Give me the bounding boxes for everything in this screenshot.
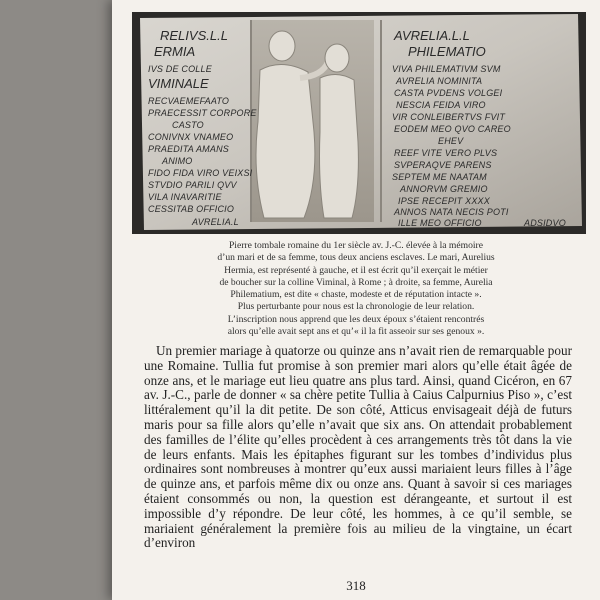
body-text [144, 344, 572, 551]
insc-right-line-7: REEF VITE VERO PLVS [394, 148, 498, 158]
insc-left-line-2: CASTO [172, 120, 204, 130]
insc-left-line-0: RECVAEMEFAATO [148, 96, 230, 106]
insc-right-line-13: ILLE MEO OFFICIO [398, 218, 482, 228]
insc-left-line-7: STVDIO PARILI QVV [148, 180, 237, 190]
caption-line: Plus perturbante pour nous est la chronologie de leur relation. [237, 301, 475, 313]
insc-left-line-5: ANIMO [162, 156, 193, 166]
insc-left-line-3: CONIVNX VNAMEO [148, 132, 234, 142]
caption-line: Pierre tombale romaine du 1er siècle av. J.-C. élevée à la mémoire [228, 240, 484, 251]
insc-right-line-4: VIR CONLEIBERTVS FVIT [392, 112, 506, 122]
tombstone-photo [132, 12, 586, 234]
caption-line: Hermia, est représenté à gauche, et il est écrit qu’il exerçait le métier [224, 264, 488, 276]
insc-left-line-8: VILA INAVARITIE [148, 192, 222, 202]
caption-line: d’un mari et de sa femme, tous deux anciens esclaves. Le mari, Aurelius [217, 252, 495, 264]
insc-left-line-4: PRAEDITA AMANS [148, 144, 229, 154]
insc-left-line-10: AVRELIA.L [192, 217, 239, 227]
insc-left-line-9: CESSITAB OFFICIO [148, 204, 235, 214]
insc-left-title-2: IVS DE COLLE [148, 64, 212, 74]
insc-right-line-12: ANNOS NATA NECIS POTI [394, 207, 509, 217]
insc-right-line-11: IPSE RECEPIT XXXX [398, 196, 490, 206]
insc-left-title-3: VIMINALE [148, 76, 209, 91]
caption-line: de boucher sur la colline Viminal, à Rome ; à droite, sa femme, Aurelia [219, 276, 493, 288]
insc-left-title-1: ERMIA [154, 44, 196, 59]
insc-right-title-1: PHILEMATIO [408, 44, 486, 59]
insc-right-line-3: NESCIA FEIDA VIRO [396, 100, 486, 110]
insc-right-line-6: EHEV [438, 136, 464, 146]
insc-right-line-2: CASTA PVDENS VOLGEI [394, 88, 503, 98]
insc-right-line-0: VIVA PHILEMATIVM SVM [392, 64, 501, 74]
insc-right-line-5: EODEM MEO QVO CAREO [394, 124, 511, 134]
insc-left-line-6: FIDO FIDA VIRO VEIXSI [148, 168, 253, 178]
caption-line: alors qu’elle avait sept ans et qu’« il la fit asseoir sur ses genoux ». [227, 326, 485, 338]
insc-right-title-0: AVRELIA.L.L [394, 28, 470, 43]
caption-line: Philematium, est dite « chaste, modeste et de réputation intacte ». [230, 289, 482, 301]
insc-right-line-1: AVRELIA NOMINITA [396, 76, 483, 86]
insc-right-line-14: ADSIDVO [524, 218, 566, 228]
insc-right-line-10: ANNORVM GREMIO [400, 184, 488, 194]
insc-right-line-8: SVPERAQVE PARENS [394, 160, 492, 170]
book-page [112, 0, 600, 600]
photo-caption [140, 240, 572, 338]
insc-left-line-1: PRAECESSIT CORPORE [148, 108, 257, 118]
body-paragraph: Un premier mariage à quatorze ou quinze ans n’avait rien de remarquable pour une Romaine. Tullia fut promise à son premier mari alors qu’elle était âgée de onze ans, et le mariage eut lieu quatre ans plus tard. Ainsi, quand Cicéron, en 67 av. J.-C., parle de donner « sa chère petite Tullia à Caius Calpurnius Piso », c’est littéralement qu’il la dit petite. De son côté, Atticus envisageait déjà de futurs maris pour sa fille alors qu’elle n’avait que six ans. On attendait probablement des familles de l’élite qu’elles procèdent à ces arrangements très tôt dans la vie de leurs enfants. Mais les épitaphes figurant sur les tombes d’individus plus ordinaires sont nombreuses à montrer qu’eux aussi mariaient leurs filles à l’âge de quinze ans, et parfois même dix ou onze ans. Quant à savoir si ces mariages étaient consommés ou non, la question est dérangeante, et surtout il est impossible d’y répondre. De leur côté, les hommes, à ce qu’il semble, se mariaient généralement la première fois au milieu de la vingtaine, un écart d’environ [144, 343, 572, 551]
insc-right-line-9: SEPTEM ME NAATAM [392, 172, 487, 182]
caption-line: L’inscription nous apprend que les deux époux s’étaient rencontrés [227, 313, 485, 325]
insc-left-title-0: RELIVS.L.L [160, 28, 228, 43]
page-number: 318 [346, 578, 366, 593]
